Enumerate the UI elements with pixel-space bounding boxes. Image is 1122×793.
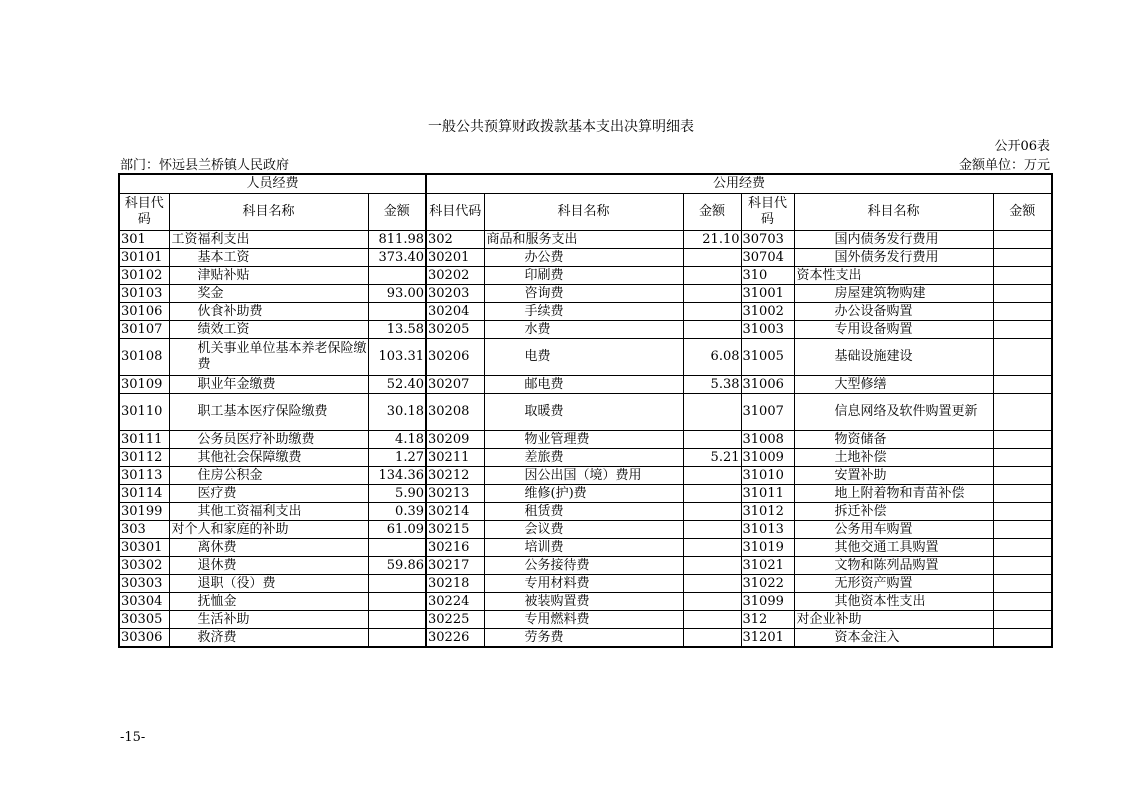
code-cell: 31013: [741, 521, 794, 539]
amount-cell: [683, 485, 741, 503]
name-cell: 无形资产购置: [794, 575, 993, 593]
code-cell: 31099: [741, 593, 794, 611]
name-cell: 绩效工资: [169, 321, 368, 339]
name-cell: 培训费: [484, 539, 683, 557]
amount-cell: [993, 611, 1052, 629]
table-row: [119, 339, 1052, 376]
header-code: 科目代码: [741, 194, 794, 231]
amount-cell: [368, 575, 426, 593]
amount-cell: [993, 539, 1052, 557]
code-cell: 31011: [741, 485, 794, 503]
name-cell: 奖金: [169, 285, 368, 303]
name-cell: 基本工资: [169, 249, 368, 267]
amount-cell: [368, 629, 426, 648]
table-row: [119, 503, 1052, 521]
name-cell: 物业管理费: [484, 431, 683, 449]
amount-cell: 21.10: [683, 231, 741, 249]
name-cell: 劳务费: [484, 629, 683, 648]
code-cell: 30205: [426, 321, 484, 339]
amount-cell: [683, 575, 741, 593]
name-cell: 电费: [484, 339, 683, 376]
amount-cell: [683, 267, 741, 285]
amount-cell: 4.18: [368, 431, 426, 449]
code-cell: 31010: [741, 467, 794, 485]
name-cell: 工资福利支出: [169, 231, 368, 249]
name-cell: 手续费: [484, 303, 683, 321]
amount-cell: 5.38: [683, 376, 741, 394]
code-cell: 30208: [426, 394, 484, 431]
name-cell: 对企业补助: [794, 611, 993, 629]
code-cell: 312: [741, 611, 794, 629]
code-cell: 30304: [119, 593, 169, 611]
code-cell: 31005: [741, 339, 794, 376]
name-cell: 资本性支出: [794, 267, 993, 285]
code-cell: 30107: [119, 321, 169, 339]
name-cell: 会议费: [484, 521, 683, 539]
code-cell: 30110: [119, 394, 169, 431]
code-cell: 30108: [119, 339, 169, 376]
name-cell: 抚恤金: [169, 593, 368, 611]
amount-cell: 373.40: [368, 249, 426, 267]
code-cell: 30111: [119, 431, 169, 449]
name-cell: 专用燃料费: [484, 611, 683, 629]
name-cell: 安置补助: [794, 467, 993, 485]
amount-cell: [683, 611, 741, 629]
name-cell: 其他工资福利支出: [169, 503, 368, 521]
name-cell: 其他交通工具购置: [794, 539, 993, 557]
amount-cell: 6.08: [683, 339, 741, 376]
table-row: [119, 231, 1052, 249]
amount-cell: [993, 503, 1052, 521]
name-cell: 物资储备: [794, 431, 993, 449]
code-cell: 30302: [119, 557, 169, 575]
amount-cell: [368, 539, 426, 557]
name-cell: 公务员医疗补助缴费: [169, 431, 368, 449]
code-cell: 31021: [741, 557, 794, 575]
code-cell: 31201: [741, 629, 794, 648]
name-cell: 资本金注入: [794, 629, 993, 648]
name-cell: 租赁费: [484, 503, 683, 521]
name-cell: 办公费: [484, 249, 683, 267]
name-cell: 水费: [484, 321, 683, 339]
name-cell: 国内债务发行费用: [794, 231, 993, 249]
amount-cell: [993, 376, 1052, 394]
amount-unit-label: 金额单位：万元: [958, 158, 1050, 173]
code-cell: 30101: [119, 249, 169, 267]
code-cell: 30217: [426, 557, 484, 575]
table-row: [119, 575, 1052, 593]
amount-cell: 1.27: [368, 449, 426, 467]
code-cell: 310: [741, 267, 794, 285]
name-cell: 邮电费: [484, 376, 683, 394]
amount-cell: 52.40: [368, 376, 426, 394]
name-cell: 救济费: [169, 629, 368, 648]
amount-cell: [683, 539, 741, 557]
table-row: [119, 321, 1052, 339]
amount-cell: 811.98: [368, 231, 426, 249]
code-cell: 30214: [426, 503, 484, 521]
amount-cell: [993, 449, 1052, 467]
name-cell: 津贴补贴: [169, 267, 368, 285]
table-row: [119, 285, 1052, 303]
amount-cell: [993, 575, 1052, 593]
code-cell: 31008: [741, 431, 794, 449]
amount-cell: 134.36: [368, 467, 426, 485]
header-name: 科目名称: [794, 194, 993, 231]
amount-cell: [993, 557, 1052, 575]
table-row: [119, 376, 1052, 394]
amount-cell: 93.00: [368, 285, 426, 303]
amount-cell: [993, 521, 1052, 539]
amount-cell: [993, 249, 1052, 267]
table-row: [119, 249, 1052, 267]
name-cell: 机关事业单位基本养老保险缴费: [169, 339, 368, 376]
code-cell: 31012: [741, 503, 794, 521]
name-cell: 生活补助: [169, 611, 368, 629]
name-cell: 其他资本性支出: [794, 593, 993, 611]
code-cell: 30201: [426, 249, 484, 267]
code-cell: 30216: [426, 539, 484, 557]
table-row: [119, 303, 1052, 321]
name-cell: 商品和服务支出: [484, 231, 683, 249]
name-cell: 其他社会保障缴费: [169, 449, 368, 467]
code-cell: 30112: [119, 449, 169, 467]
amount-cell: [993, 394, 1052, 431]
code-cell: 30109: [119, 376, 169, 394]
amount-cell: [683, 249, 741, 267]
name-cell: 印刷费: [484, 267, 683, 285]
name-cell: 信息网络及软件购置更新: [794, 394, 993, 431]
amount-cell: [683, 629, 741, 648]
code-cell: 31003: [741, 321, 794, 339]
name-cell: 专用材料费: [484, 575, 683, 593]
code-cell: 301: [119, 231, 169, 249]
code-cell: 303: [119, 521, 169, 539]
amount-cell: [993, 267, 1052, 285]
page-number: -15-: [120, 730, 146, 745]
amount-cell: [683, 467, 741, 485]
name-cell: 对个人和家庭的补助: [169, 521, 368, 539]
amount-cell: [993, 467, 1052, 485]
header-name: 科目名称: [484, 194, 683, 231]
amount-cell: 0.39: [368, 503, 426, 521]
amount-cell: [993, 593, 1052, 611]
name-cell: 文物和陈列品购置: [794, 557, 993, 575]
amount-cell: [683, 321, 741, 339]
name-cell: 被装购置费: [484, 593, 683, 611]
code-cell: 30225: [426, 611, 484, 629]
name-cell: 差旅费: [484, 449, 683, 467]
name-cell: 国外债务发行费用: [794, 249, 993, 267]
table-row: [119, 485, 1052, 503]
amount-cell: [993, 285, 1052, 303]
table-row: [119, 539, 1052, 557]
amount-cell: [993, 303, 1052, 321]
code-cell: 30213: [426, 485, 484, 503]
code-cell: 30306: [119, 629, 169, 648]
name-cell: 土地补偿: [794, 449, 993, 467]
name-cell: 专用设备购置: [794, 321, 993, 339]
amount-cell: 5.21: [683, 449, 741, 467]
name-cell: 医疗费: [169, 485, 368, 503]
code-cell: 302: [426, 231, 484, 249]
name-cell: 基础设施建设: [794, 339, 993, 376]
name-cell: 办公设备购置: [794, 303, 993, 321]
amount-cell: [993, 339, 1052, 376]
code-cell: 30211: [426, 449, 484, 467]
name-cell: 拆迁补偿: [794, 503, 993, 521]
header-code: 科目代码: [119, 194, 169, 231]
amount-cell: [683, 521, 741, 539]
amount-cell: [993, 629, 1052, 648]
code-cell: 30226: [426, 629, 484, 648]
amount-cell: [683, 394, 741, 431]
table-row: [119, 467, 1052, 485]
amount-cell: [683, 593, 741, 611]
code-cell: 30103: [119, 285, 169, 303]
table-row: [119, 611, 1052, 629]
code-cell: 31022: [741, 575, 794, 593]
code-cell: 30206: [426, 339, 484, 376]
name-cell: 取暖费: [484, 394, 683, 431]
expenditure-table: [118, 173, 1053, 648]
amount-cell: [993, 485, 1052, 503]
code-cell: 30102: [119, 267, 169, 285]
code-cell: 30113: [119, 467, 169, 485]
name-cell: 地上附着物和青苗补偿: [794, 485, 993, 503]
department-label: 部门：怀远县兰桥镇人民政府: [120, 158, 290, 173]
table-row: [119, 449, 1052, 467]
amount-cell: [368, 267, 426, 285]
amount-cell: [683, 431, 741, 449]
header-name: 科目名称: [169, 194, 368, 231]
code-cell: 30704: [741, 249, 794, 267]
name-cell: 咨询费: [484, 285, 683, 303]
code-cell: 30305: [119, 611, 169, 629]
amount-cell: [993, 321, 1052, 339]
amount-cell: 59.86: [368, 557, 426, 575]
name-cell: 公务用车购置: [794, 521, 993, 539]
section-personnel: 人员经费: [119, 174, 426, 194]
code-cell: 31009: [741, 449, 794, 467]
name-cell: 职工基本医疗保险缴费: [169, 394, 368, 431]
code-cell: 30301: [119, 539, 169, 557]
table-title: 一般公共预算财政拨款基本支出决算明细表: [428, 119, 694, 135]
amount-cell: [683, 557, 741, 575]
code-cell: 30212: [426, 467, 484, 485]
code-cell: 30207: [426, 376, 484, 394]
header-amount: 金额: [368, 194, 426, 231]
name-cell: 因公出国（境）费用: [484, 467, 683, 485]
form-number: 公开06表: [994, 139, 1050, 154]
code-cell: 31002: [741, 303, 794, 321]
section-public: 公用经费: [426, 174, 1052, 194]
code-cell: 30199: [119, 503, 169, 521]
amount-cell: [683, 303, 741, 321]
table-row: [119, 521, 1052, 539]
amount-cell: [368, 593, 426, 611]
code-cell: 30203: [426, 285, 484, 303]
code-cell: 30703: [741, 231, 794, 249]
table-row: [119, 394, 1052, 431]
name-cell: 退职（役）费: [169, 575, 368, 593]
name-cell: 大型修缮: [794, 376, 993, 394]
code-cell: 31007: [741, 394, 794, 431]
amount-cell: [993, 431, 1052, 449]
amount-cell: [683, 503, 741, 521]
amount-cell: [368, 611, 426, 629]
code-cell: 30204: [426, 303, 484, 321]
name-cell: 公务接待费: [484, 557, 683, 575]
code-cell: 31001: [741, 285, 794, 303]
code-cell: 30215: [426, 521, 484, 539]
amount-cell: 61.09: [368, 521, 426, 539]
header-amount: 金额: [683, 194, 741, 231]
code-cell: 30202: [426, 267, 484, 285]
table-row: [119, 431, 1052, 449]
code-cell: 30224: [426, 593, 484, 611]
code-cell: 31019: [741, 539, 794, 557]
code-cell: 31006: [741, 376, 794, 394]
code-cell: 30209: [426, 431, 484, 449]
amount-cell: 13.58: [368, 321, 426, 339]
name-cell: 维修(护)费: [484, 485, 683, 503]
name-cell: 退休费: [169, 557, 368, 575]
amount-cell: 5.90: [368, 485, 426, 503]
name-cell: 职业年金缴费: [169, 376, 368, 394]
code-cell: 30106: [119, 303, 169, 321]
amount-cell: [683, 285, 741, 303]
name-cell: 住房公积金: [169, 467, 368, 485]
table-row: [119, 557, 1052, 575]
name-cell: 伙食补助费: [169, 303, 368, 321]
amount-cell: 103.31: [368, 339, 426, 376]
amount-cell: [993, 231, 1052, 249]
code-cell: 30303: [119, 575, 169, 593]
header-code: 科目代码: [426, 194, 484, 231]
code-cell: 30218: [426, 575, 484, 593]
table-row: [119, 629, 1052, 648]
code-cell: 30114: [119, 485, 169, 503]
amount-cell: 30.18: [368, 394, 426, 431]
name-cell: 房屋建筑物购建: [794, 285, 993, 303]
table-row: [119, 593, 1052, 611]
name-cell: 离休费: [169, 539, 368, 557]
amount-cell: [368, 303, 426, 321]
table-row: [119, 267, 1052, 285]
header-amount: 金额: [993, 194, 1052, 231]
